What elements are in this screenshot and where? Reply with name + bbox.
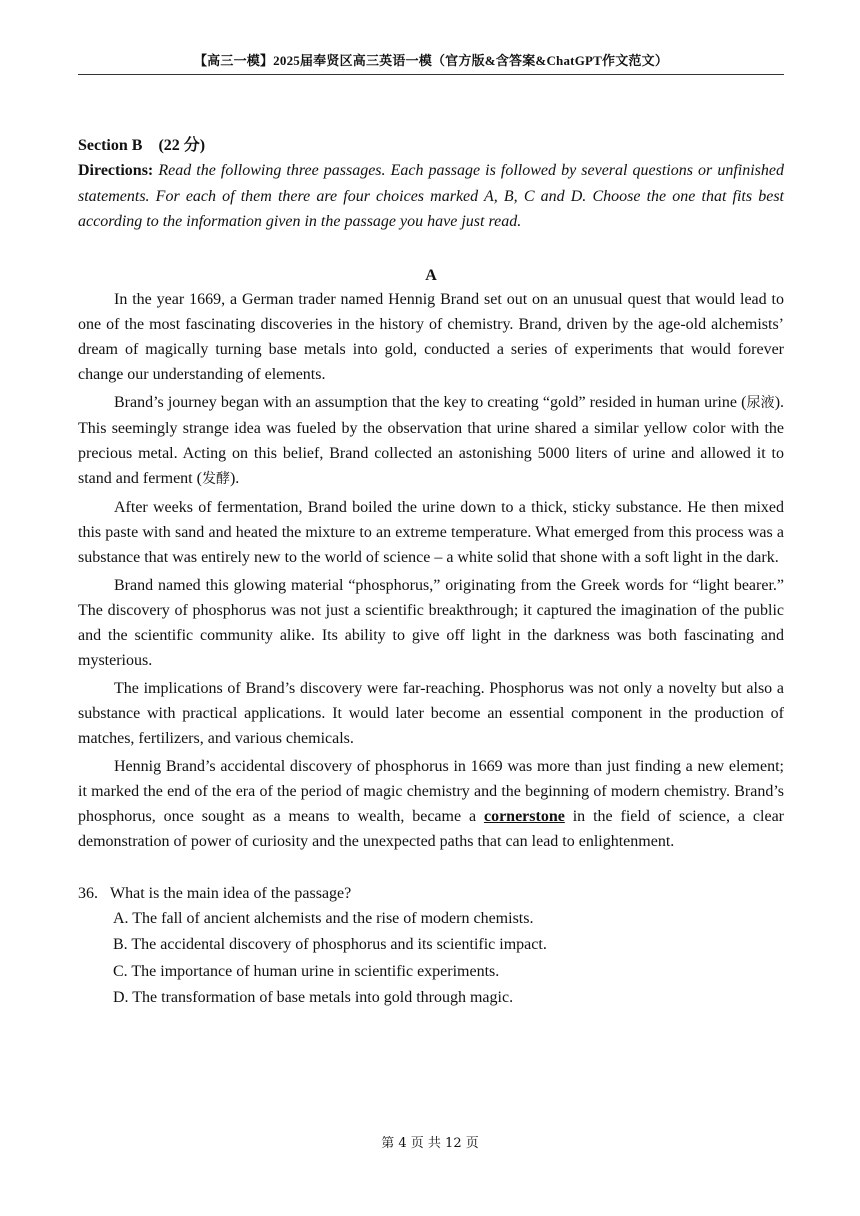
question-36 bbox=[78, 881, 784, 906]
page-footer: 第 4 页 共 12 页 bbox=[381, 1136, 479, 1151]
option-a: A. The fall of ancient alchemists and the rise of modern chemists. bbox=[113, 909, 534, 927]
paragraph-6-text-b: in the field of science, a clear demonstration of power of curiosity and the unexpected paths that can lead to enlightenment. bbox=[78, 807, 784, 850]
header-divider bbox=[78, 74, 784, 75]
passage-paragraph-3: After weeks of fermentation, Brand boiled the urine down to a thick, sticky substance. He then mixed this paste with sand and heated the mixture to an extreme temperature. What emerged from this process was a substance that was entirely new to the world of science – a white solid that shone with a soft light in the dark. bbox=[78, 498, 784, 566]
gloss-urine: 尿液 bbox=[746, 394, 775, 411]
section-heading bbox=[78, 133, 784, 158]
passage-paragraph-1: In the year 1669, a German trader named Hennig Brand set out on an unusual quest that would lead to one of the most fascinating discoveries in the history of chemistry. Brand, driven by the age-old alchemists’ dream of magically turning base metals into gold, conducted a series of experiments that would forever change our understanding of elements. bbox=[78, 290, 784, 383]
paragraph-2-text-b: ). This seemingly strange idea was fueled by the observation that urine shared a similar yellow color with the precious metal. Acting on this belief, Brand collected an astonishing 5000 liters of urine and allowed it to stand and ferment ( bbox=[78, 393, 785, 487]
section-points: (22 分) bbox=[158, 137, 206, 154]
section-title: Section B bbox=[78, 137, 143, 154]
directions bbox=[78, 158, 784, 235]
option-b: B. The accidental discovery of phosphorus and its scientific impact. bbox=[113, 936, 547, 953]
gloss-ferment: 发酵 bbox=[201, 470, 230, 487]
question-number: 36. bbox=[78, 884, 98, 902]
paragraph-2-text-c: ). bbox=[229, 469, 240, 487]
paragraph-6-text-a: Hennig Brand’s accidental discovery of phosphorus in 1669 was more than just finding a new element; it marked the end of the era of the period of magic chemistry and the beginning of modern chemistry. Brand’s phosphorus, once sought as a means to wealth, became a bbox=[78, 757, 784, 825]
directions-text: Read the following three passages. Each passage is followed by several questions or unfinished statements. For each of them there are four choices marked A, B, C and D. Choose the one that fits best according to the information given in the passage you have just read. bbox=[78, 162, 785, 230]
passage-paragraph-2 bbox=[78, 390, 784, 492]
keyword-cornerstone: cornerstone bbox=[483, 807, 565, 825]
paragraph-2-text-a: Brand’s journey began with an assumption that the key to creating “gold” resided in human urine ( bbox=[114, 393, 747, 411]
question-text: What is the main idea of the passage? bbox=[110, 884, 352, 902]
option-d: D. The transformation of base metals into gold through magic. bbox=[113, 989, 514, 1006]
passage-letter: A bbox=[425, 266, 437, 284]
passage-paragraph-6 bbox=[78, 754, 784, 854]
page-content bbox=[78, 133, 784, 1012]
directions-label: Directions: bbox=[78, 162, 154, 179]
option-c: C. The importance of human urine in scientific experiments. bbox=[113, 962, 500, 980]
page-header: 【高三一模】2025届奉贤区高三英语一模（官方版&含答案&ChatGPT作文范文） bbox=[193, 53, 669, 68]
passage-paragraph-4: Brand named this glowing material “phosphorus,” originating from the Greek words for “light bearer.” The discovery of phosphorus was not just a scientific breakthrough; it captured the imagination of the public and the scientific community alike. Its ability to give off light in the darkness was both fascinating and mysterious. bbox=[78, 576, 784, 669]
passage-paragraph-5: The implications of Brand’s discovery were far-reaching. Phosphorus was not only a novelty but also a substance with practical applications. It would later become an essential component in the production of matches, fertilizers, and various chemicals. bbox=[78, 679, 784, 747]
